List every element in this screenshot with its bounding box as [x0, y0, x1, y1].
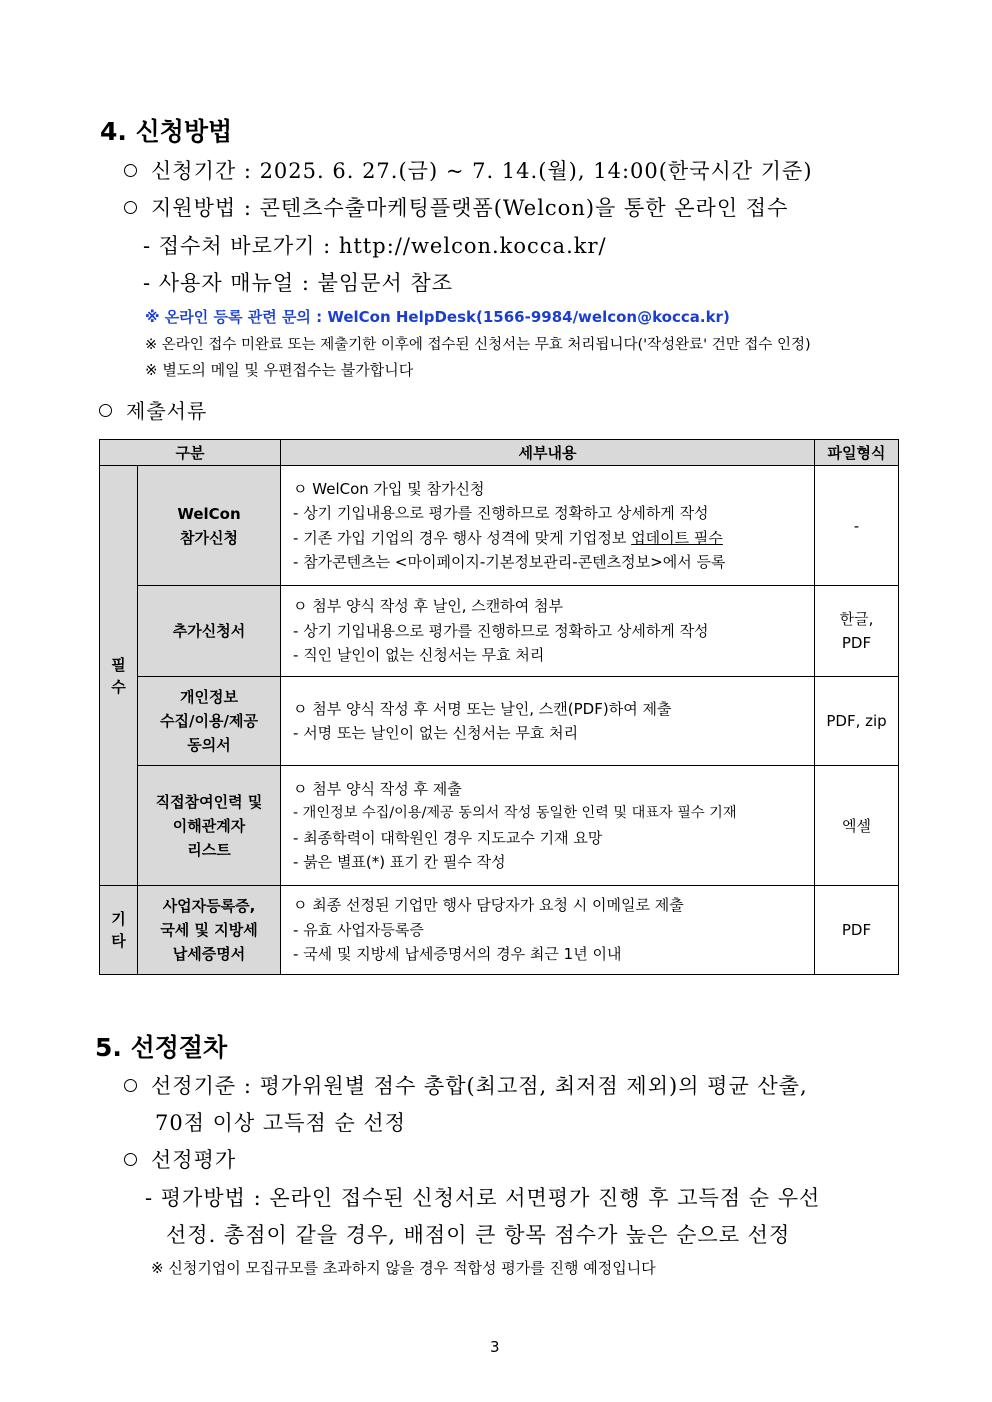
inquiry-note: ※ 온라인 등록 관련 문의 : WelCon HelpDesk(1566-9984/welcon@kocca.kr): [145, 308, 730, 326]
row-details: ㅇ WelCon 가입 및 참가신청 - 상기 기입내용으로 평가를 진행하므로 정확하고 상세하게 작성 - 기존 가입 기업의 경우 행사 성격에 맞게 기업정보 업데이트 필수 - 참가콘텐츠는 <마이페이지-기본정보관리-콘텐츠정보>에서 등록: [281, 466, 815, 586]
row-details: ㅇ 첨부 양식 작성 후 날인, 스캔하여 첨부 - 상기 기입내용으로 평가를 진행하므로 정확하고 상세하게 작성 - 직인 날인이 없는 신청서는 무효 처리: [281, 586, 815, 677]
row-category: 개인정보 수집/이용/제공 동의서: [138, 677, 281, 766]
selection-criteria: 선정기준 : 평가위원별 점수 총합(최고점, 최저점 제외)의 평균 산출,: [124, 1070, 808, 1100]
row-details: ㅇ 최종 선정된 기업만 행사 담당자가 요청 시 이메일로 제출 - 유효 사업자등록증 - 국세 및 지방세 납세증명서의 경우 최근 1년 이내: [281, 886, 815, 975]
row-format: PDF, zip: [815, 677, 899, 766]
apply-link: - 접수처 바로가기 : http://welcon.kocca.kr/: [143, 234, 607, 258]
table-row: [100, 677, 899, 766]
table-header-row: [100, 440, 899, 466]
section4-title: 4. 신청방법: [100, 117, 233, 146]
mail-note: ※ 별도의 메일 및 우편접수는 불가합니다: [145, 361, 414, 379]
row-category: 직접참여인력 및 이해관계자 리스트: [138, 766, 281, 886]
table-row: [100, 766, 899, 886]
circle-bullet-icon: [124, 1153, 137, 1166]
row-format: 엑셀: [815, 766, 899, 886]
row-category: 사업자등록증, 국세 및 지방세 납세증명서: [138, 886, 281, 975]
section5-title: 5. 선정절차: [95, 1033, 228, 1062]
submission-table: [99, 439, 899, 975]
header-format: 파일형식: [815, 440, 899, 466]
circle-bullet-icon: [124, 201, 137, 214]
selection-evaluation: 선정평가: [124, 1144, 236, 1174]
circle-bullet-icon: [99, 404, 112, 417]
circle-bullet-icon: [124, 1079, 137, 1092]
group-other: 기 타: [100, 886, 138, 975]
user-manual: - 사용자 매뉴얼 : 붙임문서 참조: [143, 271, 453, 295]
row-format: -: [815, 466, 899, 586]
selection-criteria-cont: 70점 이상 고득점 순 선정: [155, 1111, 406, 1135]
table-row: [100, 466, 899, 586]
row-category: 추가신청서: [138, 586, 281, 677]
docs-label: 제출서류: [99, 395, 207, 424]
row-details: ㅇ 첨부 양식 작성 후 제출 - 개인정보 수집/이용/제공 동의서 작성 동일한 인력 및 대표자 필수 기재 - 최종학력이 대학원인 경우 지도교수 기재 요망 - 붉은 별표(*) 표기 칸 필수 작성: [281, 766, 815, 886]
page-number: 3: [490, 1338, 500, 1356]
invalid-note: ※ 온라인 접수 미완료 또는 제출기한 이후에 접수된 신청서는 무효 처리됩니다('작성완료' 건만 접수 인정): [145, 337, 811, 353]
suitability-note: ※ 신청기업이 모집규모를 초과하지 않을 경우 적합성 평가를 진행 예정입니다: [151, 1259, 656, 1277]
header-details: 세부내용: [281, 440, 815, 466]
row-format: 한글, PDF: [815, 586, 899, 677]
row-details: ㅇ 첨부 양식 작성 후 서명 또는 날인, 스캔(PDF)하여 제출 - 서명 또는 날인이 없는 신청서는 무효 처리: [281, 677, 815, 766]
row-category: WelCon 참가신청: [138, 466, 281, 586]
apply-method: 지원방법 : 콘텐츠수출마케팅플랫폼(Welcon)을 통한 온라인 접수: [124, 192, 788, 222]
header-category: 구분: [100, 440, 281, 466]
eval-method: - 평가방법 : 온라인 접수된 신청서로 서면평가 진행 후 고득점 순 우선: [145, 1186, 821, 1210]
circle-bullet-icon: [124, 164, 137, 177]
underlined-text: 업데이트 필수: [631, 528, 723, 547]
eval-method-cont: 선정. 총점이 같을 경우, 배점이 큰 항목 점수가 높은 순으로 선정: [166, 1223, 791, 1247]
table-row: [100, 886, 899, 975]
row-format: PDF: [815, 886, 899, 975]
table-row: [100, 586, 899, 677]
apply-period: 신청기간 : 2025. 6. 27.(금) ~ 7. 14.(월), 14:00(한국시간 기준): [124, 155, 813, 185]
group-required: 필 수: [100, 466, 138, 886]
